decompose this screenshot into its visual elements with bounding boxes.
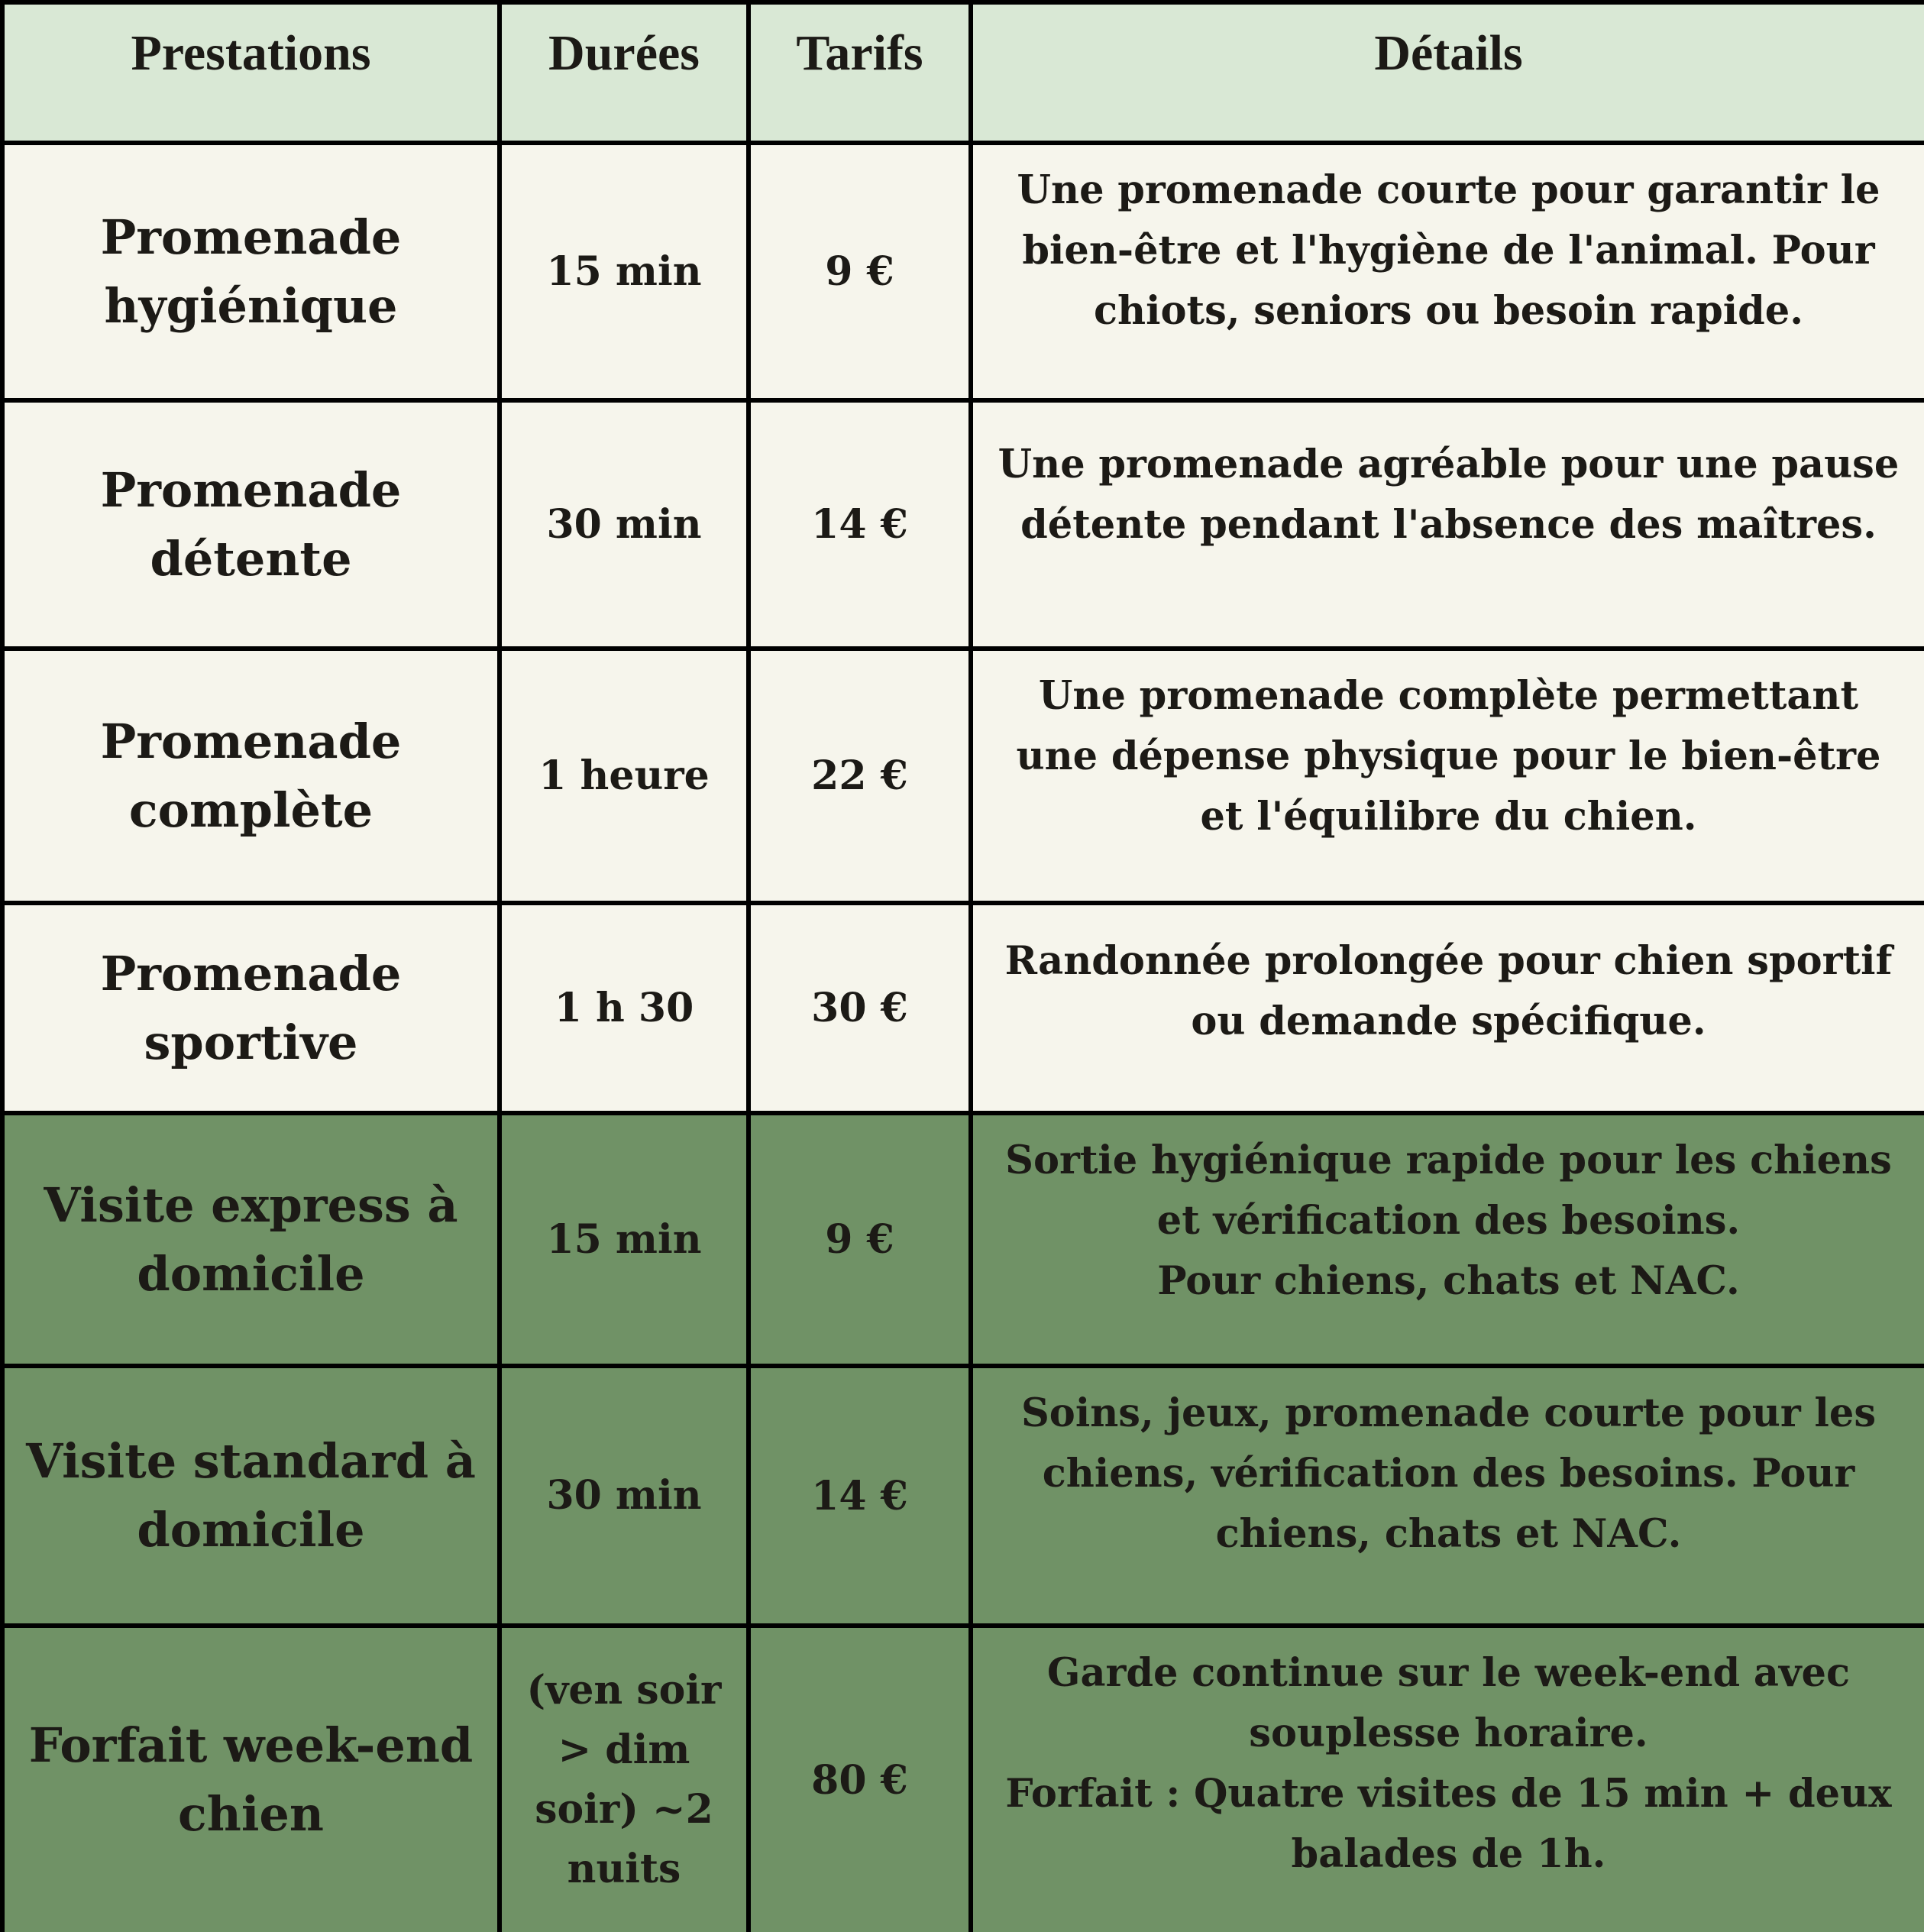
prestation-cell: Visite express à domicile [0,1111,497,1364]
duree-cell: 15 min [497,141,746,398]
tarif-cell: 80 € [746,1623,968,1932]
tarif-cell: 9 € [746,1111,968,1364]
header-details: Détails [968,0,1924,141]
details-cell: Soins, jeux, promenade courte pour les chiens, vérification des besoins. Pour chiens, chats et NAC. [968,1364,1924,1623]
prestation-cell: Visite standard à domicile [0,1364,497,1623]
header-tarifs: Tarifs [746,0,968,141]
duree-cell: (ven soir > dim soir) ~2 nuits [497,1623,746,1932]
details-cell: Une promenade agréable pour une pause détente pendant l'absence des maîtres. [968,398,1924,646]
duree-cell: 1 heure [497,646,746,901]
tarif-cell: 22 € [746,646,968,901]
prestation-cell: Promenade complète [0,646,497,901]
duree-cell: 1 h 30 [497,901,746,1111]
prestation-cell: Promenade détente [0,398,497,646]
duree-cell: 15 min [497,1111,746,1364]
prestation-cell: Promenade hygiénique [0,141,497,398]
tarif-cell: 14 € [746,398,968,646]
prestation-cell: Promenade sportive [0,901,497,1111]
details-cell: Garde continue sur le week-end avec souplesse horaire. Forfait : Quatre visites de 15 min + deux balades de 1h. [968,1623,1924,1932]
duree-cell: 30 min [497,1364,746,1623]
details-cell: Une promenade complète permettant une dépense physique pour le bien-être et l'équilibre du chien. [968,646,1924,901]
header-durees: Durées [497,0,746,141]
tarif-cell: 30 € [746,901,968,1111]
duree-cell: 30 min [497,398,746,646]
tarif-cell: 9 € [746,141,968,398]
details-cell: Sortie hygiénique rapide pour les chiens et vérification des besoins. Pour chiens, chats et NAC. [968,1111,1924,1364]
details-cell: Randonnée prolongée pour chien sportif ou demande spécifique. [968,901,1924,1111]
prestation-cell: Forfait week-end chien [0,1623,497,1932]
details-cell: Une promenade courte pour garantir le bien-être et l'hygiène de l'animal. Pour chiots, seniors ou besoin rapide. [968,141,1924,398]
tarif-cell: 14 € [746,1364,968,1623]
header-prestations: Prestations [0,0,497,141]
